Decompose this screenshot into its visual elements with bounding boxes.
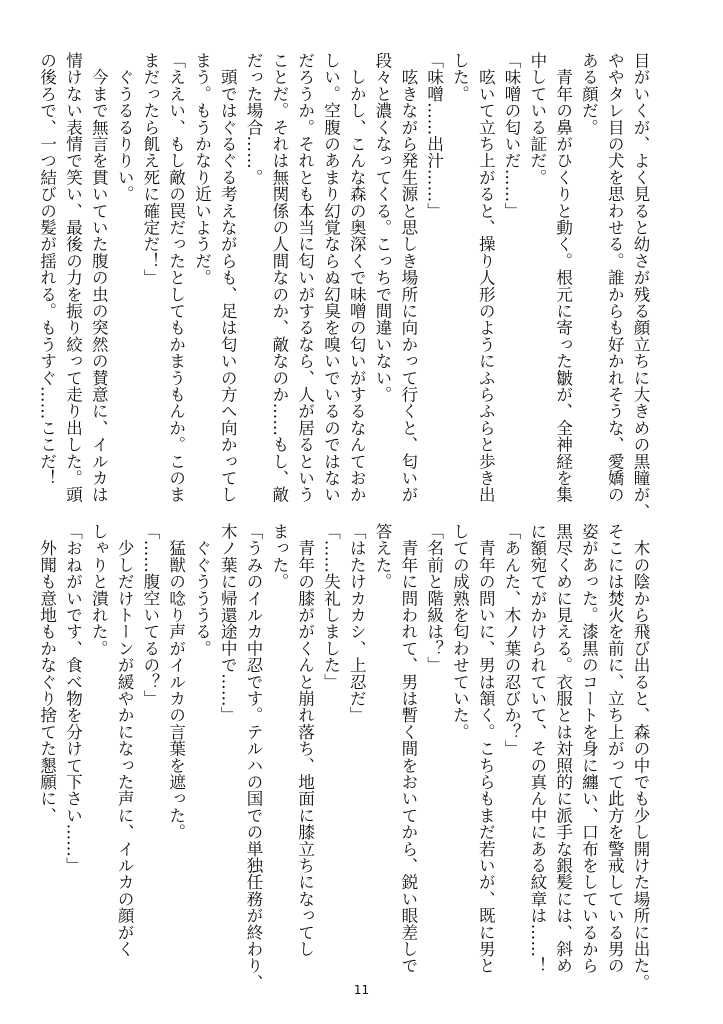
text-column: ことだ。それは無関係の人間なのか、敵なのか……もし、敵 bbox=[269, 52, 289, 503]
text-column: 「……失礼しました」 bbox=[321, 523, 341, 690]
text-column: ややタレ目の犬を思わせる。誰からも好かれそうな、愛嬌の bbox=[605, 52, 625, 503]
text-column: 「うみのイルカ中忍です。テルハの国での単独任務が終わり、 bbox=[244, 523, 264, 991]
text-column: しい。空腹のあまり幻覚ならぬ幻臭を嗅いでいるのではない bbox=[321, 52, 341, 503]
text-column: しての成熟を匂わせていた。 bbox=[450, 523, 470, 741]
text-column: 段々と濃くなってくる。こっちで間違いない。 bbox=[373, 52, 393, 403]
top-text-block bbox=[37, 52, 653, 520]
text-column: 青年の膝ががくんと崩れ落ち、地面に膝立ちになってし bbox=[295, 523, 315, 958]
page-number: 11 bbox=[353, 983, 370, 997]
text-column: に額宛てがかけられていて、その真ん中にある紋章は……！ bbox=[527, 523, 547, 974]
text-column: 青年の問いに、男は頷く。こちらもまだ若いが、既に男と bbox=[476, 523, 496, 974]
text-column: 「味噌……出汁……」 bbox=[424, 52, 444, 219]
text-column: 「ええい、もし敵の罠だったとしてもかまうもんか。このま bbox=[166, 52, 186, 503]
text-column: ぐうるるりりい。 bbox=[115, 52, 135, 203]
text-column: の後ろで、一つ結びの髪が揺れる。もうすぐ……ここだ！ bbox=[37, 52, 57, 487]
text-column: 黒尽くめに見える。衣服とは対照的に派手な銀髪には、斜め bbox=[553, 523, 573, 974]
text-column: 「はたけカカシ、上忍だ」 bbox=[347, 523, 367, 724]
text-column: 頭ではぐるぐる考えながらも、足は匂いの方へ向かってし bbox=[218, 52, 238, 503]
text-column: だった場合……。 bbox=[244, 52, 264, 186]
text-column: ぐぐうううる。 bbox=[192, 523, 212, 657]
text-column: 少しだけトーンが緩やかになった声に、イルカの顔がく bbox=[115, 523, 135, 958]
text-column: まだったら飢え死に確定だ！」 bbox=[140, 52, 160, 286]
text-column: 情けない表情で笑い、最後の力を振り絞って走り出した。頭 bbox=[63, 52, 83, 503]
text-column: 青年に問われて、男は暫く間をおいてから、鋭い眼差しで bbox=[398, 523, 418, 974]
text-column: 「あんた、木ノ葉の忍びか？」 bbox=[502, 523, 522, 757]
text-column: 中している証だ。 bbox=[527, 52, 547, 186]
text-column: しかし、こんな森の奥深くで味噌の匂いがするなんておか bbox=[347, 52, 367, 503]
text-column: 呟きながら発生源と思しき場所に向かって行くと、匂いが bbox=[398, 52, 418, 503]
text-column: 目がいくが、よく見ると幼さが残る顔立ちに大きめの黒瞳が、 bbox=[631, 52, 650, 520]
text-column: 呟いて立ち上がると、操り人形のようにふらふらと歩き出 bbox=[476, 52, 496, 503]
text-column: 「名前と階級は？」 bbox=[424, 523, 444, 674]
text-column: 「おねがいです、食べ物を分けて下さい……」 bbox=[63, 523, 83, 874]
text-column: 「……腹空いてるの？」 bbox=[140, 523, 160, 707]
text-column: 青年の鼻がひくりと動く。根元に寄った皺が、全神経を集 bbox=[553, 52, 573, 503]
text-column: まった。 bbox=[269, 523, 289, 590]
text-column: まう。もうかなり近いようだ。 bbox=[192, 52, 212, 286]
text-column: だろうか。それとも本当に匂いがするなら、人が居るという bbox=[295, 52, 315, 503]
text-column: 木ノ葉に帰還途中で……」 bbox=[218, 523, 238, 724]
text-column: そこには焚火を前に、立ち上がって此方を警戒している男の bbox=[605, 523, 625, 974]
text-column: しゃりと潰れた。 bbox=[89, 523, 109, 657]
text-column: 「味噌の匂いだ……」 bbox=[502, 52, 522, 219]
text-column: 猛獣の唸り声がイルカの言葉を遮った。 bbox=[166, 523, 186, 841]
text-column: ある顔だ。 bbox=[579, 52, 599, 136]
text-column: 今まで無言を貫いていた腹の虫の突然の賛意に、イルカは bbox=[89, 52, 109, 503]
text-column: 答えた。 bbox=[373, 523, 393, 590]
text-column: 木の陰から飛び出ると、森の中でも少し開けた場所に出た。 bbox=[631, 523, 650, 991]
text-column: 姿があった。漆黒のコートを身に纏い、口布をしているから bbox=[579, 523, 599, 974]
text-column: 外聞も意地もかなぐり捨てた懇願に、 bbox=[37, 523, 57, 824]
text-column: した。 bbox=[450, 52, 470, 103]
